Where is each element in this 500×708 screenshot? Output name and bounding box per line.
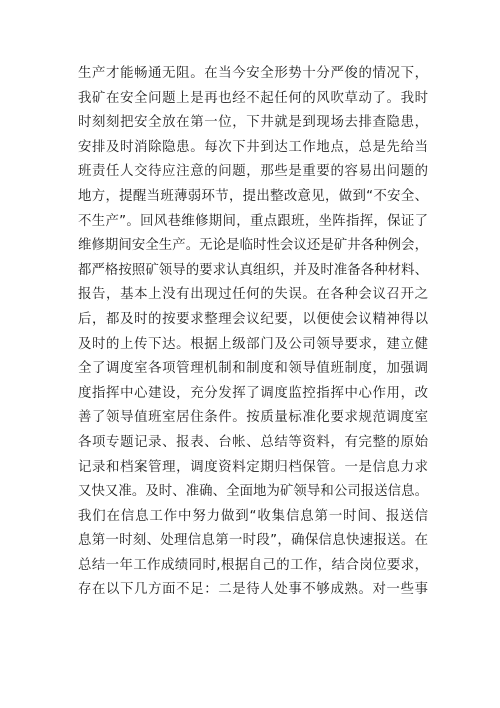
text-line: 报告，基本上没有出现过任何的失误。在各种会议召开之: [78, 287, 428, 303]
text-line: 安排及时消除隐患。每次下井到达工作地点，总是先给当: [78, 139, 428, 155]
text-line: 我们在信息工作中努力做到“收集信息第一时间、报送信: [78, 508, 428, 524]
text-line: 善了领导值班室居住条件。按质量标准化要求规范调度室: [78, 410, 428, 426]
text-line: 维修期间安全生产。无论是临时性会议还是矿井各种例会，: [78, 238, 428, 254]
text-line: 及时的上传下达。根据上级部门及公司领导要求，建立健: [78, 336, 428, 352]
text-line: 时刻刻把安全放在第一位，下井就是到现场去排查隐患，: [78, 115, 428, 131]
body-text: [78, 62, 428, 603]
text-line: 息第一时刻、处理信息第一时段”，确保信息快速报送。在: [78, 533, 428, 549]
text-line: 班责任人交待应注意的问题，那些是重要的容易出问题的: [78, 164, 428, 180]
text-line: 各项专题记录、报表、台帐、总结等资料，有完整的原始: [78, 434, 428, 450]
text-line: 地方，提醒当班薄弱环节，提出整改意见，做到“不安全、: [78, 188, 428, 204]
text-line: 不生产”。回风巷维修期间，重点跟班，坐阵指挥，保证了: [78, 213, 428, 229]
text-line: 都严格按照矿领导的要求认真组织，并及时准备各种材料、: [78, 262, 428, 278]
text-line: 又快又准。及时、准确、全面地为矿领导和公司报送信息。: [78, 484, 428, 500]
text-line: 度指挥中心建设，充分发挥了调度监控指挥中心作用，改: [78, 385, 428, 401]
text-line: 全了调度室各项管理机制和制度和领导值班制度，加强调: [78, 361, 428, 377]
text-line: 我矿在安全问题上是再也经不起任何的风吹草动了。我时: [78, 90, 428, 106]
text-line: 存在以下几方面不足：二是待人处事不够成熟。对一些事: [78, 582, 428, 598]
text-line: 记录和档案管理，调度资料定期归档保管。一是信息力求: [78, 459, 428, 475]
text-line: 生产才能畅通无阻。在当今安全形势十分严俊的情况下，: [78, 66, 428, 81]
text-line: 后，都及时的按要求整理会议纪要，以便使会议精神得以: [78, 311, 428, 327]
text-line: 总结一年工作成绩同时,根据自己的工作，结合岗位要求，: [78, 557, 428, 573]
